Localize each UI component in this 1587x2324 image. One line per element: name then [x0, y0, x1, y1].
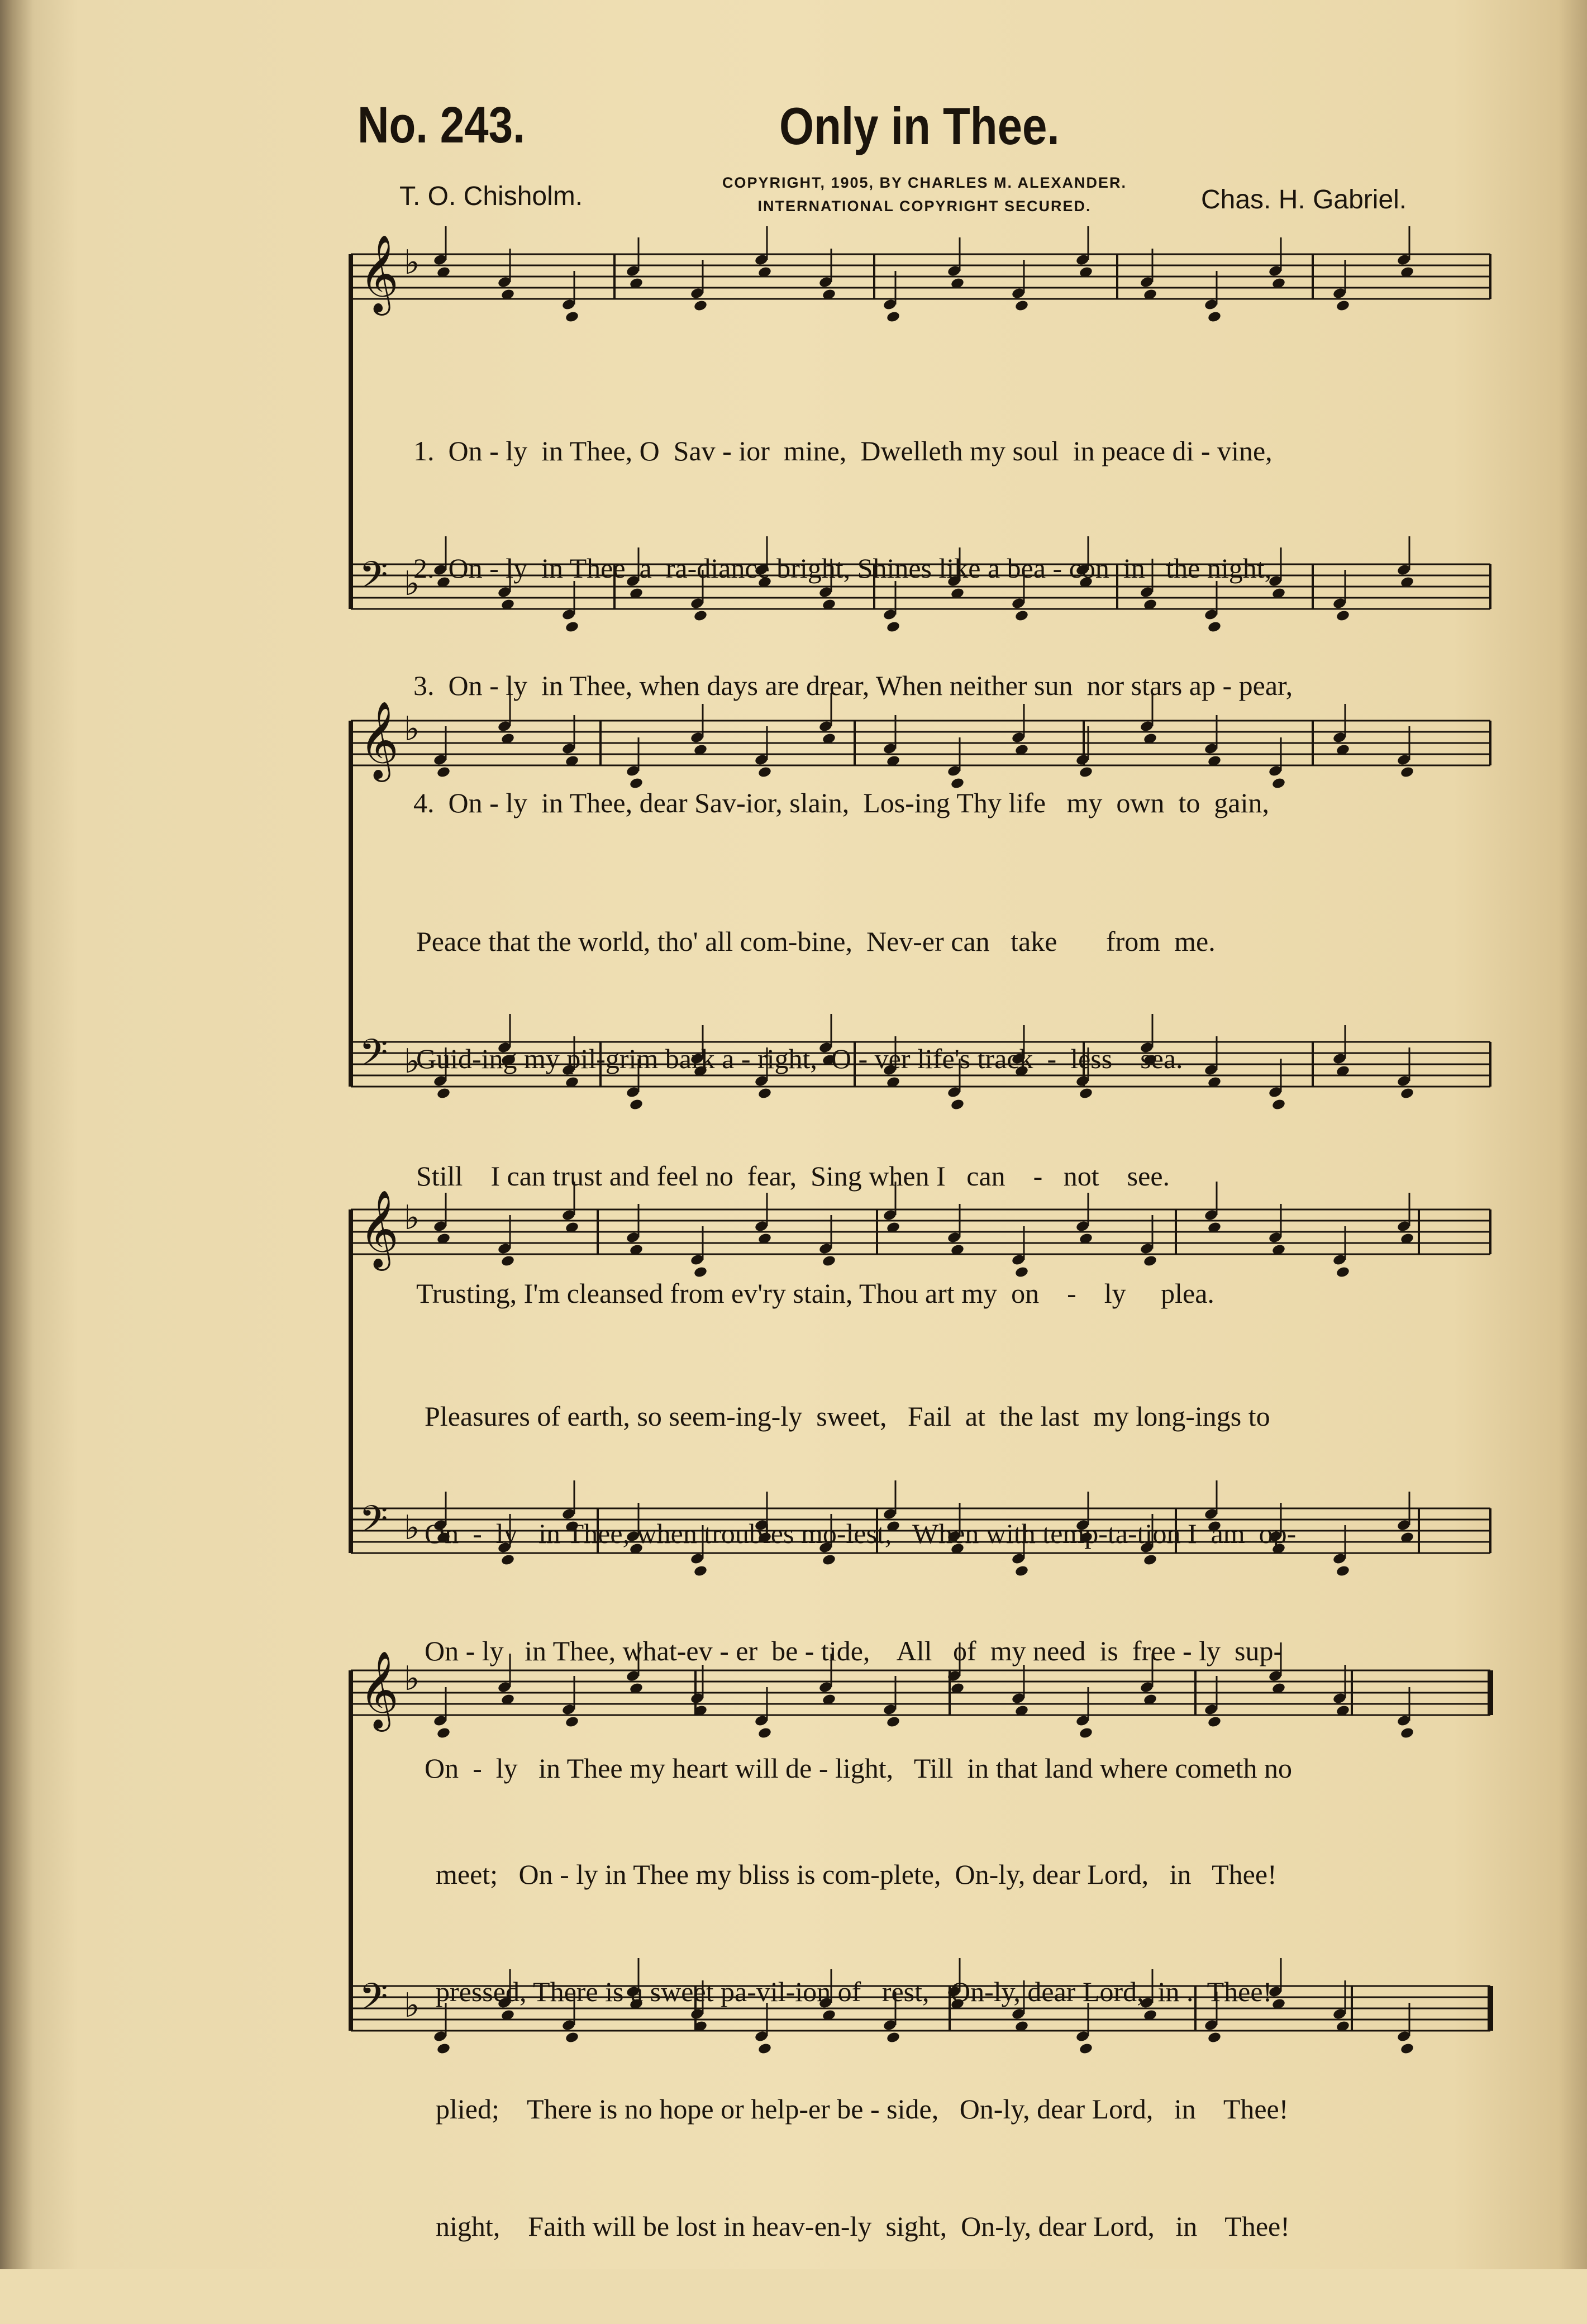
flat-icon: ♭ — [404, 1508, 420, 1547]
verse-line: Pleasures of earth, so seem-ing-ly sweet, Fail at the last my long-ings to — [425, 1401, 1270, 1432]
verse-line: night, Faith will be lost in heav-en-ly sight, On-ly, dear Lord, in Thee! — [436, 2211, 1290, 2242]
verse-line: On - ly in Thee, what-ev - er be - tide, All of my need is free - ly sup- — [425, 1635, 1283, 1666]
verse-line: pressed, There is a sweet pa-vil-ion of rest, On-ly, dear Lord, in . Thee! — [436, 1976, 1273, 2007]
lyrics-system-1 — [413, 353, 1293, 901]
treble-clef-icon: 𝄞 — [359, 235, 399, 312]
flat-icon: ♭ — [404, 709, 420, 749]
note-head-icon — [565, 311, 579, 323]
note-head-icon — [1271, 1098, 1286, 1111]
note-head-icon — [1400, 1727, 1414, 1740]
note-head-icon — [1336, 1266, 1350, 1279]
bass-clef-icon: 𝄢 — [359, 1498, 388, 1550]
note-head-icon — [1207, 311, 1222, 323]
hymn-title: Only in Thee. — [779, 97, 1060, 155]
verse-line: Peace that the world, tho' all com-bine, Nev-er can take from me. — [416, 926, 1216, 957]
verse-line: On - ly in Thee, when troubles mo-lest, When with temp-ta-tion I am op- — [425, 1518, 1297, 1549]
verse-line: meet; On - ly in Thee my bliss is com-plete, On-ly, dear Lord, in Thee! — [436, 1859, 1277, 1890]
note-head-icon — [886, 311, 900, 323]
treble-clef-icon: 𝄞 — [359, 1651, 399, 1728]
bass-clef-icon: 𝄢 — [359, 554, 388, 606]
note-head-icon — [1336, 1565, 1350, 1578]
note-head-icon — [1400, 766, 1414, 779]
lyricist: T. O. Chisholm. — [399, 182, 583, 211]
bass-clef-icon: 𝄢 — [359, 1031, 388, 1083]
verse-line: plied; There is no hope or help-er be - side, On-ly, dear Lord, in Thee! — [436, 2093, 1289, 2125]
bass-clef-icon: 𝄢 — [359, 1975, 388, 2027]
note-head-icon — [1400, 2042, 1414, 2055]
flat-icon: ♭ — [404, 1042, 420, 1081]
lyrics-system-4 — [436, 1777, 1290, 2324]
note-head-icon — [1014, 299, 1029, 312]
lyrics-system-2 — [416, 844, 1216, 1391]
verse-line: On - ly in Thee my heart will de - light, Till in that land where cometh no — [425, 1752, 1293, 1784]
flat-icon: ♭ — [404, 1986, 420, 2025]
composer: Chas. H. Gabriel. — [1201, 185, 1407, 215]
verse-line: Guid-ing my pil-grim bark a - right, O - ver life's track - less sea. — [416, 1043, 1183, 1074]
verse-line: Trusting, I'm cleansed from ev'ry stain, Thou art my on - ly plea. — [416, 1278, 1214, 1309]
note-head-icon — [1400, 1087, 1414, 1100]
note-head-icon — [693, 299, 708, 312]
note-head-icon — [1336, 609, 1350, 622]
verse-line: 3. On - ly in Thee, when days are drear, When neither sun nor stars ap - pear, — [413, 670, 1293, 701]
treble-clef-icon: 𝄞 — [359, 701, 399, 779]
verse-line: 2. On - ly in Thee a ra-diance bright, Shines like a bea - con in the night, — [413, 553, 1272, 584]
flat-icon: ♭ — [404, 1198, 420, 1237]
flat-icon: ♭ — [404, 1659, 420, 1698]
verse-line: 4. On - ly in Thee, dear Sav-ior, slain, Los-ing Thy life my own to gain, — [413, 787, 1270, 818]
flat-icon: ♭ — [404, 243, 420, 282]
verse-line: 1. On - ly in Thee, O Sav - ior mine, Dwelleth my soul in peace di - vine, — [413, 435, 1273, 466]
copyright-line-1: COPYRIGHT, 1905, BY CHARLES M. ALEXANDER. — [722, 174, 1127, 191]
note-head-icon — [1336, 299, 1350, 312]
flat-icon: ♭ — [404, 564, 420, 603]
verse-line: Still I can trust and feel no fear, Sing when I can - not see. — [416, 1160, 1170, 1192]
treble-clef-icon: 𝄞 — [359, 1190, 399, 1268]
copyright-line-2: INTERNATIONAL COPYRIGHT SECURED. — [757, 198, 1092, 215]
hymn-number: No. 243. — [358, 97, 525, 154]
